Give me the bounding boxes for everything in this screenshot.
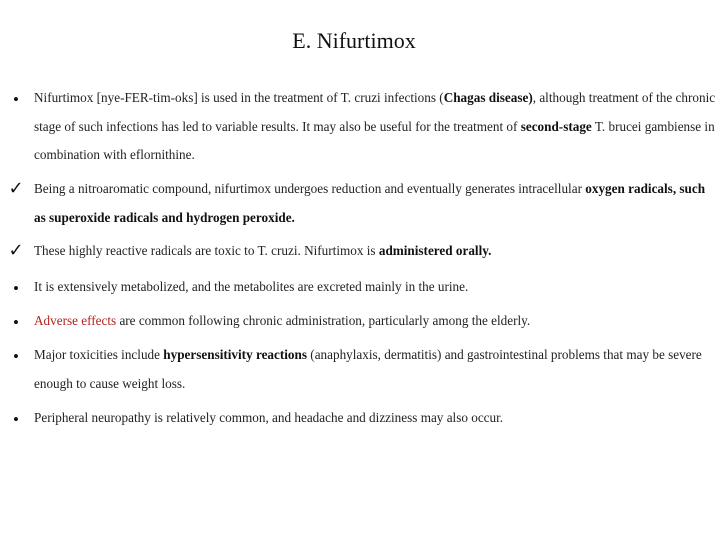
slide-title: E. Nifurtimox — [292, 28, 416, 53]
emphasis-text: Chagas disease) — [443, 90, 533, 105]
text-segment: , although treatment of the chronic stage of such infections has led to variable results. It may also be useful for the treatment of — [34, 90, 716, 134]
bullet-icon: • — [13, 279, 19, 298]
bullet-icon: • — [13, 410, 19, 429]
text-segment: Major toxicities include — [34, 347, 164, 362]
bullet-icon: • — [13, 90, 19, 109]
item-text — [34, 237, 718, 266]
text-segment: It is extensively metabolized, and the metabolites are excreted mainly in the urine. — [34, 279, 469, 294]
text-segment: T. brucei gambiense in combination with eflornithine. — [34, 118, 715, 162]
text-segment: Nifurtimox [nye-FER-tim-oks] is used in the treatment of T. cruzi infections ( — [34, 90, 444, 105]
emphasis-text: oxygen radicals, such as superoxide radicals and hydrogen peroxide. — [34, 181, 706, 225]
item-text — [34, 273, 718, 302]
text-segment: are common following chronic administration, particularly among the elderly. — [116, 313, 531, 328]
bullet-icon: • — [13, 313, 19, 332]
text-segment: (anaphylaxis, dermatitis) and gastrointestinal problems that may be severe enough to cause weight loss. — [34, 347, 702, 391]
highlight-text: Adverse effects — [34, 313, 117, 328]
bullet-icon: • — [13, 347, 19, 366]
emphasis-text: administered orally. — [378, 243, 492, 258]
emphasis-text: second-stage — [520, 118, 592, 134]
checkmark-icon: ✓ — [8, 240, 24, 261]
emphasis-text: hypersensitivity reactions — [163, 347, 307, 362]
item-text — [34, 84, 718, 170]
checkmark-icon: ✓ — [8, 178, 24, 199]
item-text — [34, 404, 718, 433]
text-segment: These highly reactive radicals are toxic to T. cruzi. Nifurtimox is — [34, 243, 379, 258]
item-text — [34, 341, 718, 398]
text-segment: Being a nitroaromatic compound, nifurtimox undergoes reduction and eventually generates intracellular — [34, 181, 586, 196]
item-text — [34, 175, 718, 232]
item-text — [34, 307, 718, 336]
text-segment: Peripheral neuropathy is relatively common, and headache and dizziness may also occur. — [34, 410, 504, 425]
